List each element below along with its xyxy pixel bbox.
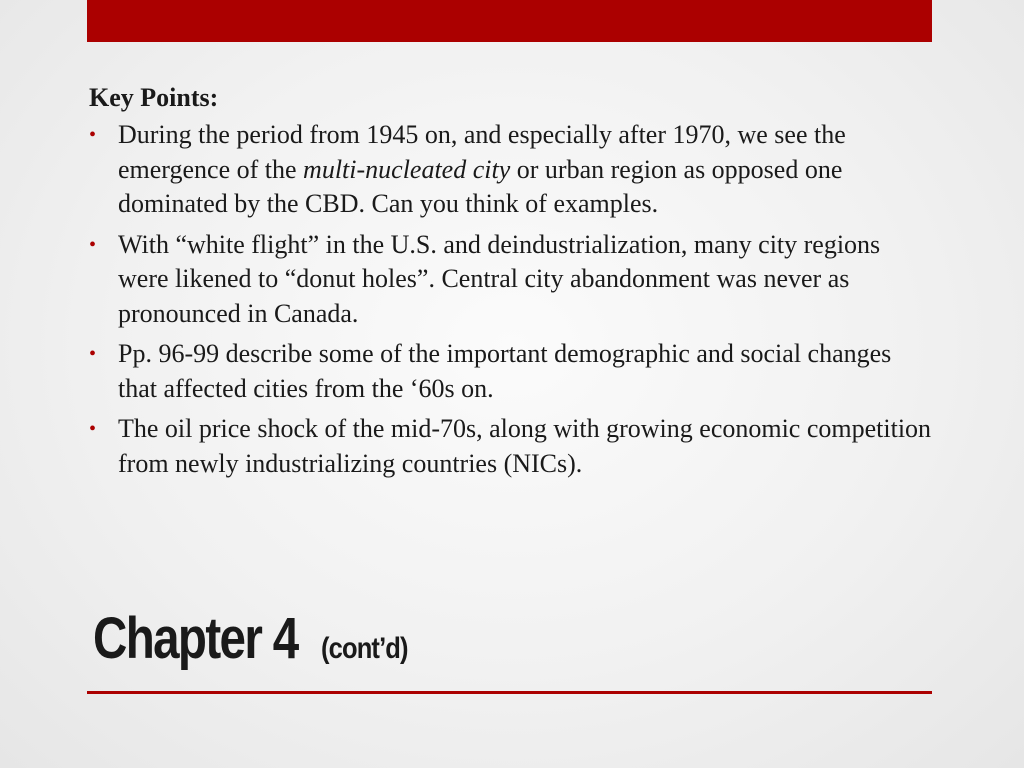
bullet-1-text-start: During the period from 1945 on, and especially after 1970, we see the emergence of the — [118, 120, 846, 184]
slide-title-main: Chapter 4 — [93, 606, 298, 671]
slide-title — [93, 605, 423, 672]
bullet-3-text: Pp. 96-99 describe some of the important demographic and social changes that affected cities from the ‘60s on. — [118, 339, 892, 403]
bullet-icon: • — [89, 343, 97, 365]
bottom-divider — [87, 691, 932, 694]
bullet-icon: • — [89, 233, 97, 256]
bullet-4-text: The oil price shock of the mid-70s, along with growing economic competition from newly industrializing countries (NICs). — [118, 414, 932, 478]
bullet-item-4 — [89, 412, 934, 481]
key-points-heading: Key Points: — [89, 83, 219, 112]
bullet-2-text: With “white flight” in the U.S. and deindustrialization, many city regions were likened to “donut holes”. Central city abandonment was never as pronounced in Canada. — [118, 229, 881, 328]
slide-title-sub: (cont’d) — [320, 632, 408, 665]
bullet-1-italic-term: multi-nucleated city — [303, 154, 511, 184]
bullet-1-text-end: or urban region as opposed one dominated by the CBD. Can you think of examples. — [118, 154, 843, 218]
slide-body — [89, 80, 934, 487]
bullet-item-2 — [89, 228, 934, 332]
bullet-icon: • — [89, 124, 97, 146]
bullet-list — [89, 118, 934, 481]
bullet-item-1 — [89, 118, 934, 222]
top-accent-bar — [87, 0, 932, 42]
bullet-item-3 — [89, 337, 934, 406]
bullet-icon: • — [89, 418, 97, 440]
